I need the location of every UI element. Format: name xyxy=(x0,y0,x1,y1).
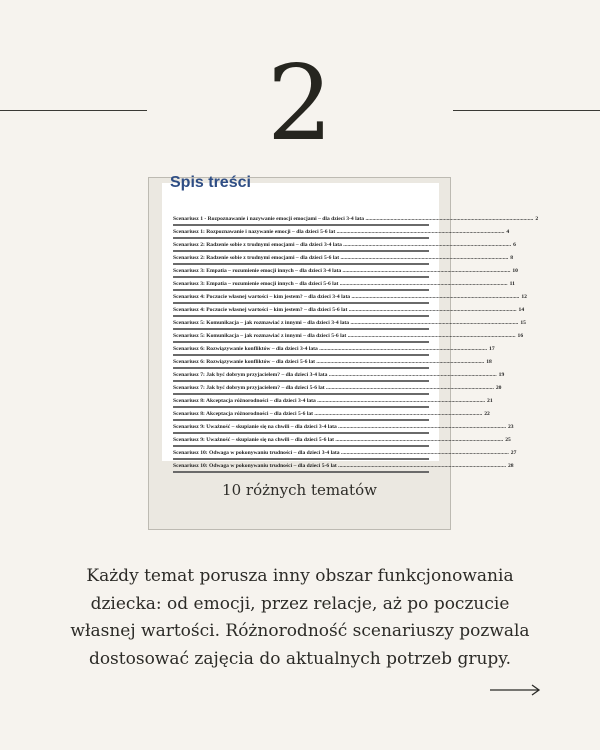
toc-entry-page: 12 xyxy=(521,294,527,300)
toc-entry-page: 20 xyxy=(495,385,502,391)
toc-entry-page: 25 xyxy=(505,437,511,443)
toc-entry-page: 27 xyxy=(510,450,517,456)
toc-entry-title: Scenariusz 2: Radzenie sobie z trudnymi emocjami – dla dzieci 3-4 lata ........................................................................................................................ xyxy=(173,242,512,248)
toc-entry-page: 22 xyxy=(484,411,490,417)
toc-entry-title: Scenariusz 9: Uważność – skupianie się na chwili – dla dzieci 5-6 lat ........................................................................................................................ xyxy=(173,437,504,443)
slide-number: 2 xyxy=(266,42,334,164)
toc-entry-title: Scenariusz 5: Komunikacja – jak rozmawiać z innymi – dla dzieci 3-4 lata ........................................................................................................................ xyxy=(173,320,519,326)
toc-entry-page: 28 xyxy=(508,463,514,469)
toc-entry xyxy=(173,356,492,369)
toc-entry xyxy=(173,447,517,460)
toc-entry-title: Scenariusz 6: Rozwiązywanie konfliktów – dla dzieci 3-4 lata ........................................................................................................................ xyxy=(173,346,488,352)
description-line: Każdy temat porusza inny obszar funkcjonowania xyxy=(86,566,514,586)
toc-entry-page: 17 xyxy=(489,346,495,352)
toc-entry-title: Scenariusz 4: Poczucie własnej wartości – kim jestem? – dla dzieci 3-4 lata ........................................................................................................................ xyxy=(173,294,520,300)
toc-list xyxy=(173,213,539,473)
toc-entry-page: 21 xyxy=(487,398,493,404)
toc-entry xyxy=(173,304,525,317)
toc-entry-title: Scenariusz 5: Komunikacja – jak rozmawiać z innymi – dla dzieci 5-6 lat ........................................................................................................................ xyxy=(173,333,516,339)
toc-entry-page: 18 xyxy=(486,359,492,365)
toc-entry-title: Scenariusz 3: Empatia – rozumienie emocji innych – dla dzieci 3-4 lata ........................................................................................................................ xyxy=(173,268,511,274)
toc-entry xyxy=(173,317,526,330)
toc-entry xyxy=(173,382,502,395)
toc-entry xyxy=(173,252,514,265)
toc-entry xyxy=(173,460,514,473)
toc-entry xyxy=(173,213,539,226)
description-line: własnej wartości. Różnorodność scenariuszy pozwala xyxy=(70,621,530,641)
toc-entry-title: Scenariusz 1: Rozpoznawanie i nazywanie emocji – dla dzieci 5-6 lat ........................................................................................................................ xyxy=(173,229,505,235)
description-line: dziecka: od emocji, przez relacje, aż po poczucie xyxy=(90,593,510,614)
card-caption: 10 różnych tematów xyxy=(222,481,377,499)
description-text xyxy=(0,563,600,673)
toc-entry-title: Scenariusz 8: Akceptacja różnorodności – dla dzieci 3-4 lata ........................................................................................................................ xyxy=(173,398,486,404)
toc-entry-title: Scenariusz 8: Akceptacja różnorodności – dla dzieci 5-6 lat ........................................................................................................................ xyxy=(173,411,483,417)
toc-entry-page: 2 xyxy=(535,216,539,222)
toc-entry-page: 19 xyxy=(498,372,505,378)
toc-entry xyxy=(173,395,493,408)
toc-entry xyxy=(173,421,514,434)
toc-entry-title: Scenariusz 10: Odwaga w pokonywaniu trudności – dla dzieci 3-4 lata ........................................................................................................................ xyxy=(173,450,509,456)
toc-entry-page: 15 xyxy=(520,320,526,326)
toc-entry xyxy=(173,434,511,447)
toc-entry-title: Scenariusz 3: Empatia – rozumienie emocji innych – dla dzieci 5-6 lat ........................................................................................................................ xyxy=(173,281,508,287)
toc-entry-title: Scenariusz 1 - Rozpoznawanie i nazywanie emocji emocjami – dla dzieci 3-4 lata ........................................................................................................................ xyxy=(173,216,534,222)
toc-entry-title: Scenariusz 2: Radzenie sobie z trudnymi emocjami – dla dzieci 5-6 lat ........................................................................................................................ xyxy=(173,255,509,261)
description-line: dostosować zajęcia do aktualnych potrzeb grupy. xyxy=(88,648,512,669)
toc-entry xyxy=(173,278,515,291)
toc-entry-page: 8 xyxy=(510,255,514,261)
toc-entry-page: 4 xyxy=(506,229,510,235)
toc-entry-page: 16 xyxy=(517,333,524,339)
toc-entry-page: 11 xyxy=(509,281,515,287)
toc-entry xyxy=(173,226,510,239)
toc-entry-page: 10 xyxy=(512,268,518,274)
toc-entry xyxy=(173,291,527,304)
toc-entry-page: 23 xyxy=(508,424,514,430)
toc-title: Spis treści xyxy=(170,174,251,191)
toc-entry xyxy=(173,369,505,382)
toc-entry xyxy=(173,330,524,343)
toc-entry xyxy=(173,239,516,252)
toc-screenshot xyxy=(162,174,539,469)
toc-entry-title: Scenariusz 9: Uważność – skupianie się na chwili – dla dzieci 3-4 lata ........................................................................................................................ xyxy=(173,424,506,430)
toc-entry-title: Scenariusz 7: Jak być dobrym przyjacielem? – dla dzieci 3-4 lata ........................................................................................................................ xyxy=(173,372,497,378)
toc-entry-page: 6 xyxy=(513,242,516,248)
toc-entry-title: Scenariusz 7: Jak być dobrym przyjacielem? – dla dzieci 5-6 lat ........................................................................................................................ xyxy=(173,385,494,391)
toc-entry-title: Scenariusz 6: Rozwiązywanie konfliktów – dla dzieci 5-6 lat ........................................................................................................................ xyxy=(173,359,485,365)
toc-entry xyxy=(173,265,518,278)
toc-entry xyxy=(173,343,495,356)
toc-entry-title: Scenariusz 4: Poczucie własnej wartości – kim jestem? – dla dzieci 5-6 lat ........................................................................................................................ xyxy=(173,307,517,313)
arrow-right-icon[interactable] xyxy=(489,682,541,698)
toc-entry xyxy=(173,408,490,421)
preview-card xyxy=(148,174,539,530)
toc-entry-page: 14 xyxy=(518,307,525,313)
toc-entry-title: Scenariusz 10: Odwaga w pokonywaniu trudności – dla dzieci 5-6 lat ........................................................................................................................ xyxy=(173,463,506,469)
